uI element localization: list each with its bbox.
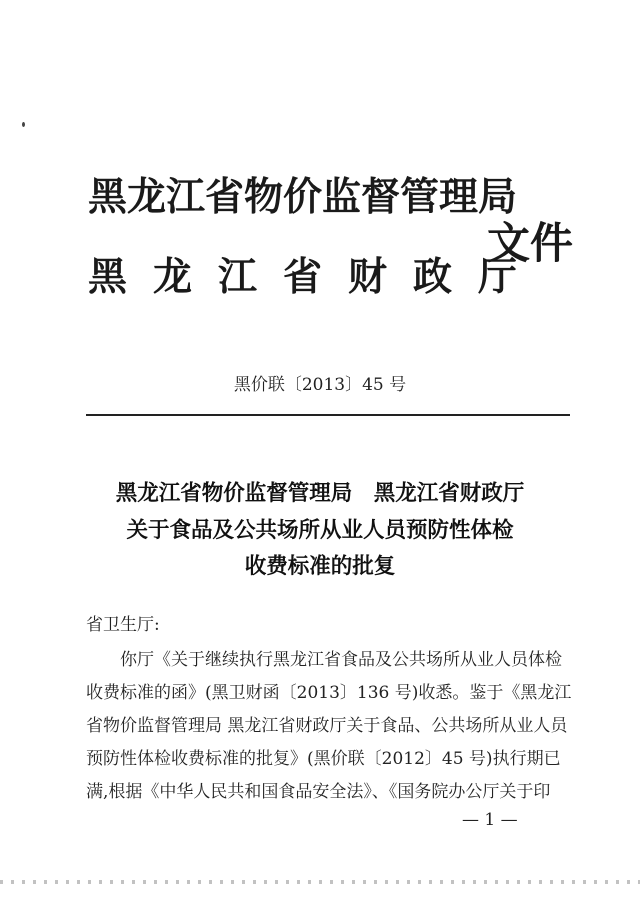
header-divider [86, 414, 570, 416]
body-line-1: 你厅《关于继续执行黑龙江省食品及公共场所从业人员体检 [120, 650, 562, 670]
page-number: — 1 — [462, 810, 518, 830]
document-label: 文件 [487, 219, 573, 269]
document-number: 黑价联〔2013〕45 号 [233, 375, 407, 395]
title-line-1: 黑龙江省物价监督管理局 黑龙江省财政厅 [115, 481, 525, 506]
scan-edge-noise [0, 880, 640, 884]
title-line-2: 关于食品及公共场所从业人员预防性体检 [126, 518, 514, 543]
body-line-5: 满,根据《中华人民共和国食品安全法》、《国务院办公厅关于印 [86, 782, 551, 802]
body-line-3: 省物价监督管理局 黑龙江省财政厅关于食品、公共场所从业人员 [86, 716, 568, 736]
title-line-3: 收费标准的批复 [244, 554, 396, 579]
scan-speck [22, 122, 25, 127]
body-line-2: 收费标准的函》(黑卫财函〔2013〕136 号)收悉。鉴于《黑龙江 [86, 683, 572, 703]
body-line-4: 预防性体检收费标准的批复》(黑价联〔2012〕45 号)执行期已 [86, 749, 561, 769]
salutation: 省卫生厅: [86, 615, 160, 635]
issuer-line-1: 黑龙江省物价监督管理局 [88, 174, 518, 220]
issuer-line-2: 黑龙江省财政厅 [88, 254, 544, 300]
